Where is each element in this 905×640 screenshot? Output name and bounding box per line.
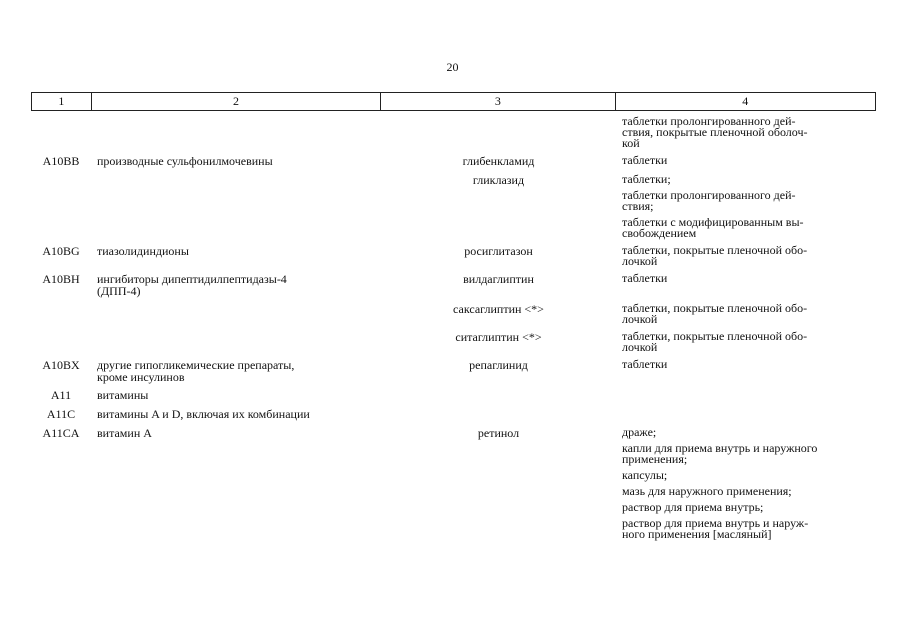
table-row <box>31 303 876 325</box>
group-name-cell <box>91 303 381 325</box>
group-name-cell <box>91 331 381 353</box>
dosage-forms-cell <box>616 245 876 267</box>
table-row <box>31 245 876 267</box>
atc-code-cell <box>31 303 91 325</box>
dosage-form: таблетки; <box>622 172 671 186</box>
dosage-form: мазь для наружного применения; <box>622 484 792 498</box>
header-column-1: 1 <box>32 93 92 110</box>
drug-name-cell: ретинол <box>477 426 520 440</box>
page-number: 20 <box>446 60 459 74</box>
atc-code-cell: A10BB <box>42 154 80 168</box>
atc-code-cell <box>31 174 91 239</box>
dosage-forms-cell <box>616 116 876 149</box>
atc-code-cell <box>31 331 91 353</box>
drug-name-cell <box>381 408 616 421</box>
dosage-forms-cell <box>616 155 876 168</box>
group-name-cell <box>91 116 381 149</box>
header-column-4: 4 <box>742 94 749 108</box>
drug-name-cell: репаглинид <box>469 358 528 372</box>
dosage-form: таблетки пролонгированного дей- ствия; <box>622 188 796 213</box>
dosage-form: капсулы; <box>622 468 668 482</box>
dosage-forms-cell <box>616 359 876 383</box>
group-name-cell: витамины <box>97 388 149 402</box>
drug-name-cell: гликлазид <box>472 173 525 187</box>
dosage-form: таблетки <box>622 271 668 285</box>
dosage-forms-cell <box>616 273 876 297</box>
table-row <box>31 116 876 149</box>
table-row <box>31 331 876 353</box>
table-row <box>31 427 876 540</box>
drug-name-cell <box>381 116 616 149</box>
drug-name-cell: ситаглиптин <*> <box>455 330 542 344</box>
dosage-form: таблетки, покрытые пленочной обо- лочкой <box>622 301 808 326</box>
dosage-form: таблетки <box>622 153 668 167</box>
drug-name-cell <box>381 389 616 402</box>
drug-name-cell: саксаглиптин <*> <box>453 302 544 316</box>
table-row <box>31 273 876 297</box>
dosage-form: раствор для приема внутрь; <box>622 500 764 514</box>
dosage-forms-cell <box>616 427 876 540</box>
dosage-form: таблетки, покрытые пленочной обо- лочкой <box>622 243 808 268</box>
dosage-form: капли для приема внутрь и наружного применения; <box>622 441 818 466</box>
atc-code-cell: A10BG <box>42 244 80 258</box>
table-body <box>31 116 876 546</box>
atc-code-cell: A11C <box>46 407 76 421</box>
group-name-cell: витамин A <box>97 426 152 440</box>
group-name-cell: витамины A и D, включая их комбинации <box>97 407 310 421</box>
atc-code-cell: A11CA <box>42 426 80 440</box>
group-name-cell: ингибиторы дипептидилпептидазы-4 (ДПП-4) <box>97 272 287 298</box>
atc-code-cell: A11 <box>50 388 72 402</box>
header-column-3: 3 <box>381 93 615 110</box>
drug-name-cell: вилдаглиптин <box>463 272 534 286</box>
drug-name-cell: глибенкламид <box>462 154 535 168</box>
group-name-cell <box>91 174 381 239</box>
dosage-forms-cell <box>616 174 876 239</box>
dosage-forms-cell <box>616 303 876 325</box>
dosage-form: таблетки пролонгированного дей- ствия, покрытые пленочной оболоч- кой <box>622 114 808 150</box>
table-row <box>31 155 876 168</box>
dosage-forms-cell <box>616 408 876 421</box>
group-name-cell: тиазолидиндионы <box>97 244 189 258</box>
atc-code-cell: A10BH <box>42 272 80 286</box>
dosage-forms-cell <box>616 331 876 353</box>
dosage-form: драже; <box>622 425 657 439</box>
group-name-cell: другие гипогликемические препараты, кроме инсулинов <box>97 358 295 384</box>
atc-code-cell <box>31 116 91 149</box>
table-header <box>31 92 876 111</box>
drug-name-cell: росиглитазон <box>464 244 533 258</box>
group-name-cell: производные сульфонилмочевины <box>97 154 273 168</box>
dosage-forms-cell <box>616 389 876 402</box>
dosage-form: таблетки с модифицированным вы- свобождением <box>622 215 804 240</box>
dosage-form: таблетки, покрытые пленочной обо- лочкой <box>622 329 808 354</box>
table-row <box>31 389 876 402</box>
table-row <box>31 359 876 383</box>
dosage-form: раствор для приема внутрь и наруж- ного применения [масляный] <box>622 516 809 541</box>
table-row <box>31 174 876 239</box>
header-column-2: 2 <box>92 93 381 110</box>
atc-code-cell: A10BX <box>42 358 80 372</box>
table-row <box>31 408 876 421</box>
dosage-form: таблетки <box>622 357 668 371</box>
